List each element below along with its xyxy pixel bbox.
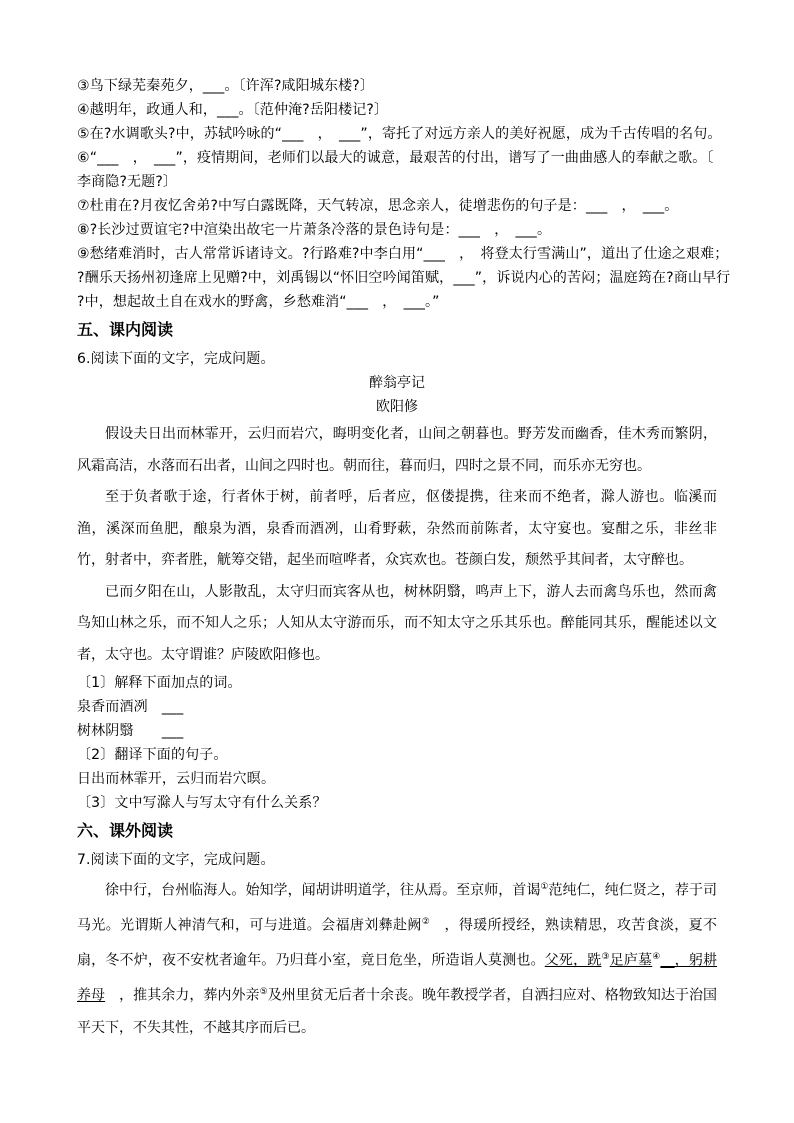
- word-item: 泉香而酒冽 ___: [77, 699, 184, 715]
- poem-line: ?酬乐天扬州初逢席上见赠?中，刘禹锡以“怀旧空吟闻笛赋，___”，诉说内心的苦闷；温庭筠在?商山早行: [77, 270, 731, 286]
- passage-text: 范纯仁，纯仁贤之，荐于司马光。光谓斯人神清气和，可与进道。会福唐刘彝赴阙: [77, 882, 718, 934]
- poem-line: ⑤在?水调歌头?中，苏轼吟咏的“___ ， ___”，寄托了对远方亲人的美好祝愿，成为千古传唱的名句。: [77, 126, 722, 142]
- passage-paragraph: 假设夫日出而林霏开，云归而岩穴，晦明变化者，山间之朝暮也。野芳发而幽香，佳木秀而繁阴，风霜高洁，水落而石出者，山间之四时也。朝而往，暮而归，四时之景不同，而乐亦无穷也。: [77, 426, 717, 474]
- translate-sentence: 日出而林霏开，云归而岩穴暝。: [77, 771, 276, 787]
- poem-line: ⑦杜甫在?月夜忆舍弟?中写白露既降，天气转凉，思念亲人，徒增悲伤的句子是：___ ， ___。: [77, 198, 679, 214]
- poem-line: ⑥“___ ， ___”，疫情期间，老师们以最大的诚意，最艰苦的付出，谱写了一曲曲感人的奉献之歌。〔: [77, 150, 714, 166]
- passage-title: 醉翁亭记: [369, 375, 425, 391]
- footnote-marker: ②: [421, 917, 431, 928]
- passage-text: ，得瑗所授经，熟读精思，攻苦食淡，夏不扇，冬不炉，夜不安枕者逾年。乃归葺小室，竟日危坐，所造诣人莫测也。: [77, 917, 717, 969]
- passage-paragraph: [77, 872, 717, 1044]
- word-item: 树林阴翳 ___: [77, 723, 184, 739]
- underlined-text: 父死，跣: [544, 952, 602, 969]
- poem-line: ?中，想起故土自在戏水的野禽，乡愁难消“___ ， ___。”: [77, 294, 440, 310]
- passage-paragraph: 已而夕阳在山，人影散乱，太守归而宾客从也，树林阴翳，鸣声上下，游人去而禽鸟乐也，然而禽鸟知山林之乐，而不知人之乐；人知从太守游而乐，而不知太守之乐其乐也。醉能同其乐，醒能述以文者，太守也。太守谓谁？庐陵欧阳修也。: [77, 583, 717, 663]
- sub-question: 〔1〕解释下面加点的词。: [77, 675, 242, 691]
- footnote-marker: ①: [540, 882, 549, 892]
- passage-text: 及州里贫无后者十余丧。晚年教授学者，自洒扫应对、格物致知达于治国平天下，不失其性，不越其序而后已。: [77, 988, 718, 1036]
- section-heading: 五、课内阅读: [77, 320, 174, 339]
- poem-line: ⑨愁绪难消时，古人常常诉诸诗文。?行路难?中李白用“___ ， 将登太行雪满山”，道出了仕途之艰难；: [77, 246, 729, 262]
- underlined-text: __，躬耕养母: [77, 952, 718, 1005]
- poem-line: ⑧?长沙过贾谊宅?中渲染出故宅一片萧条冷落的景色诗句是：___ ， ___。: [77, 222, 552, 238]
- document-page: [77, 74, 731, 1044]
- sub-question: 〔3〕文中写滁人与写太守有什么关系？: [77, 795, 327, 811]
- question-prompt: 7.阅读下面的文字，完成问题。: [77, 852, 275, 868]
- poem-line: ④越明年，政通人和，___。〔范仲淹?岳阳楼记?〕: [77, 102, 389, 118]
- passage-text: 徐中行，台州临海人。始知学，闻胡讲明道学，往从焉。至京师，首谒: [105, 882, 541, 899]
- question-prompt: 6.阅读下面的文字，完成问题。: [77, 351, 275, 367]
- footnote-marker: ⑤: [259, 987, 268, 998]
- poem-line: 李商隐?无题?〕: [77, 174, 178, 190]
- underlined-text: 足庐墓: [609, 952, 653, 969]
- footnote-marker: ③: [601, 952, 610, 963]
- passage-text: ，推其余力，葬内外亲: [105, 988, 260, 1005]
- poem-line: ③鸟下绿芜秦苑夕，___。〔许浑?咸阳城东楼?〕: [77, 78, 375, 94]
- passage-paragraph: 至于负者歌于途，行者休于树，前者呼，后者应，伛偻提携，往来而不绝者，滁人游也。临溪而渔，溪深而鱼肥，酿泉为酒，泉香而酒冽，山肴野蔌，杂然而前陈者，太守宴也。宴酣之乐，非丝非竹，射者中，弈者胜，觥筹交错，起坐而喧哗者，众宾欢也。苍颜白发，颓然乎其间者，太守醉也。: [77, 489, 717, 568]
- passage-author: 欧阳修: [376, 399, 418, 415]
- footnote-marker: ④: [652, 952, 661, 963]
- section-heading: 六、课外阅读: [77, 821, 174, 840]
- sub-question: 〔2〕翻译下面的句子。: [77, 747, 228, 763]
